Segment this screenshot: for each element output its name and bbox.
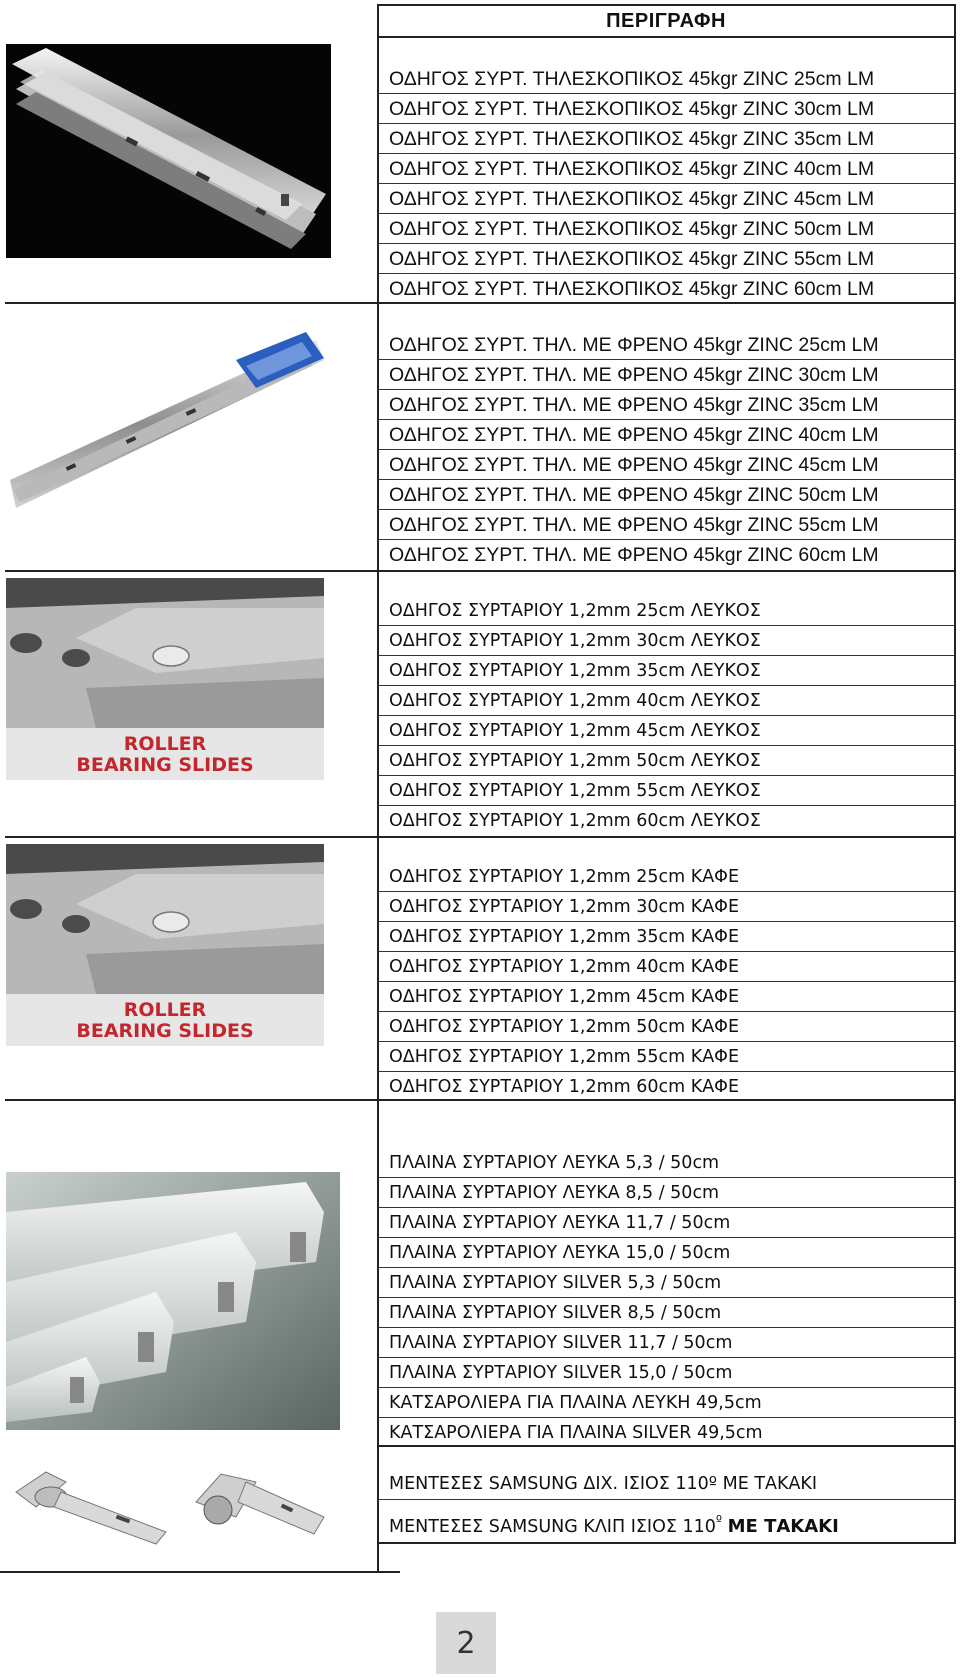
table-row: ΠΛΑΙΝΑ ΣΥΡΤΑΡΙΟΥ ΛΕΥΚΑ 8,5 / 50cm <box>378 1178 954 1208</box>
table-row: ΟΔΗΓΟΣ ΣΥΡΤΑΡΙΟΥ 1,2mm 55cm ΚΑΦΕ <box>378 1042 954 1072</box>
table-row: ΟΔΗΓΟΣ ΣΥΡΤΑΡΙΟΥ 1,2mm 35cm ΚΑΦΕ <box>378 922 954 952</box>
table-row: ΟΔΗΓΟΣ ΣΥΡΤ. ΤΗΛΕΣΚΟΠΙΚΟΣ 45kgr ZINC 50cm LM <box>378 214 954 244</box>
table-row: ΟΔΗΓΟΣ ΣΥΡΤΑΡΙΟΥ 1,2mm 50cm ΛΕΥΚΟΣ <box>378 746 954 776</box>
table-row: ΟΔΗΓΟΣ ΣΥΡΤ. ΤΗΛΕΣΚΟΠΙΚΟΣ 45kgr ZINC 30cm LM <box>378 94 954 124</box>
table-row: ΟΔΗΓΟΣ ΣΥΡΤΑΡΙΟΥ 1,2mm 40cm ΚΑΦΕ <box>378 952 954 982</box>
column-header: ΠΕΡΙΓΡΑΦΗ <box>606 9 726 32</box>
table-row: ΟΔΗΓΟΣ ΣΥΡΤΑΡΙΟΥ 1,2mm 30cm ΛΕΥΚΟΣ <box>378 626 954 656</box>
roller-slide-white-image <box>6 578 324 780</box>
table-row: ΟΔΗΓΟΣ ΣΥΡΤΑΡΙΟΥ 1,2mm 25cm ΚΑΦΕ <box>378 862 954 892</box>
hinges-graphic <box>6 1462 336 1548</box>
page-bottom-rule <box>0 1571 400 1573</box>
table-row: ΠΛΑΙΝΑ ΣΥΡΤΑΡΙΟΥ SILVER 15,0 / 50cm <box>378 1358 954 1388</box>
brake-slide-image <box>6 330 331 516</box>
group-divider-3 <box>5 836 956 838</box>
roller-label-line2: BEARING SLIDES <box>76 754 254 776</box>
hinge-2-bold: ΜΕ ΤΑΚΑΚΙ <box>727 1515 839 1537</box>
hinge-right-icon <box>196 1474 324 1534</box>
roller-label-line2: BEARING SLIDES <box>76 1020 254 1042</box>
table-row <box>378 1506 954 1538</box>
table-row: ΚΑΤΣΑΡΟΛΙΕΡΑ ΓΙΑ ΠΛΑΙΝΑ SILVER 49,5cm <box>389 1423 763 1443</box>
table-row: ΟΔΗΓΟΣ ΣΥΡΤΑΡΙΟΥ 1,2mm 60cm ΚΑΦΕ <box>389 1077 740 1097</box>
telescopic-slide-graphic <box>6 44 331 258</box>
table-row: ΟΔΗΓΟΣ ΣΥΡΤΑΡΙΟΥ 1,2mm 45cm ΛΕΥΚΟΣ <box>378 716 954 746</box>
table-row: ΟΔΗΓΟΣ ΣΥΡΤΑΡΙΟΥ 1,2mm 55cm ΛΕΥΚΟΣ <box>378 776 954 806</box>
roller-slide-brown-graphic <box>6 844 324 1046</box>
table-row: ΟΔΗΓΟΣ ΣΥΡΤ. ΤΗΛΕΣΚΟΠΙΚΟΣ 45kgr ZINC 25cm LM <box>378 64 954 94</box>
table-row: ΟΔΗΓΟΣ ΣΥΡΤ. ΤΗΛ. ΜΕ ΦΡΕΝΟ 45kgr ZINC 30cm LM <box>378 360 954 390</box>
table-row: ΟΔΗΓΟΣ ΣΥΡΤ. ΤΗΛΕΣΚΟΠΙΚΟΣ 45kgr ZINC 40cm LM <box>378 154 954 184</box>
roller-slide-white-graphic <box>6 578 324 780</box>
table-row: ΚΑΤΣΑΡΟΛΙΕΡΑ ΓΙΑ ΠΛΑΙΝΑ ΛΕΥΚΗ 49,5cm <box>378 1388 954 1418</box>
table-row: ΟΔΗΓΟΣ ΣΥΡΤ. ΤΗΛ. ΜΕ ΦΡΕΝΟ 45kgr ZINC 35cm LM <box>378 390 954 420</box>
group-divider-2 <box>5 570 956 572</box>
table-row: ΟΔΗΓΟΣ ΣΥΡΤΑΡΙΟΥ 1,2mm 50cm ΚΑΦΕ <box>378 1012 954 1042</box>
table-row: ΟΔΗΓΟΣ ΣΥΡΤ. ΤΗΛ. ΜΕ ΦΡΕΝΟ 45kgr ZINC 45cm LM <box>378 450 954 480</box>
table-row: ΠΛΑΙΝΑ ΣΥΡΤΑΡΙΟΥ ΛΕΥΚΑ 5,3 / 50cm <box>378 1148 954 1178</box>
table-row: ΟΔΗΓΟΣ ΣΥΡΤ. ΤΗΛΕΣΚΟΠΙΚΟΣ 45kgr ZINC 35cm LM <box>378 124 954 154</box>
table-row: ΟΔΗΓΟΣ ΣΥΡΤΑΡΙΟΥ 1,2mm 40cm ΛΕΥΚΟΣ <box>378 686 954 716</box>
drawer-panels-graphic <box>6 1172 340 1430</box>
hinge-left-icon <box>16 1472 166 1544</box>
table-row: ΟΔΗΓΟΣ ΣΥΡΤΑΡΙΟΥ 1,2mm 30cm ΚΑΦΕ <box>378 892 954 922</box>
drawer-panels-image <box>6 1172 340 1430</box>
table-row: ΠΛΑΙΝΑ ΣΥΡΤΑΡΙΟΥ SILVER 5,3 / 50cm <box>378 1268 954 1298</box>
hinges-image <box>6 1462 336 1548</box>
table-row: ΟΔΗΓΟΣ ΣΥΡΤ. ΤΗΛ. ΜΕ ΦΡΕΝΟ 45kgr ZINC 40cm LM <box>378 420 954 450</box>
page-number: 2 <box>436 1612 496 1674</box>
table-row: ΟΔΗΓΟΣ ΣΥΡΤΑΡΙΟΥ 1,2mm 25cm ΛΕΥΚΟΣ <box>378 596 954 626</box>
table-row: ΟΔΗΓΟΣ ΣΥΡΤ. ΤΗΛ. ΜΕ ΦΡΕΝΟ 45kgr ZINC 60cm LM <box>389 544 879 566</box>
roller-slide-brown-image <box>6 844 324 1046</box>
table-row: ΠΛΑΙΝΑ ΣΥΡΤΑΡΙΟΥ SILVER 11,7 / 50cm <box>378 1328 954 1358</box>
roller-label-line1: ROLLER <box>123 733 207 755</box>
table-row: ΜΕΝΤΕΣΕΣ SAMSUNG ΔΙΧ. ΙΣΙΟΣ 110º ΜΕ ΤΑΚΑΚΙ <box>378 1468 954 1500</box>
hinge-2-text: ΜΕΝΤΕΣΕΣ SAMSUNG ΚΛΙΠ ΙΣΙΟΣ 110 <box>389 1516 716 1537</box>
table-row: ΟΔΗΓΟΣ ΣΥΡΤΑΡΙΟΥ 1,2mm 35cm ΛΕΥΚΟΣ <box>378 656 954 686</box>
table-row: ΟΔΗΓΟΣ ΣΥΡΤ. ΤΗΛ. ΜΕ ΦΡΕΝΟ 45kgr ZINC 25cm LM <box>378 330 954 360</box>
table-row: ΠΛΑΙΝΑ ΣΥΡΤΑΡΙΟΥ ΛΕΥΚΑ 15,0 / 50cm <box>378 1238 954 1268</box>
table-row: ΟΔΗΓΟΣ ΣΥΡΤ. ΤΗΛ. ΜΕ ΦΡΕΝΟ 45kgr ZINC 50cm LM <box>378 480 954 510</box>
roller-label-line1: ROLLER <box>123 999 207 1021</box>
table-row: ΟΔΗΓΟΣ ΣΥΡΤ. ΤΗΛΕΣΚΟΠΙΚΟΣ 45kgr ZINC 55cm LM <box>378 244 954 274</box>
table-row: ΟΔΗΓΟΣ ΣΥΡΤ. ΤΗΛ. ΜΕ ΦΡΕΝΟ 45kgr ZINC 55cm LM <box>378 510 954 540</box>
telescopic-slide-image <box>6 44 331 258</box>
table-row: ΟΔΗΓΟΣ ΣΥΡΤ. ΤΗΛΕΣΚΟΠΙΚΟΣ 45kgr ZINC 45cm LM <box>378 184 954 214</box>
degree-sign: º <box>715 1514 723 1529</box>
header-divider <box>377 36 956 38</box>
table-bottom-border <box>377 1542 956 1544</box>
table-row: ΟΔΗΓΟΣ ΣΥΡΤ. ΤΗΛΕΣΚΟΠΙΚΟΣ 45kgr ZINC 60cm LM <box>389 278 875 300</box>
table-row: ΠΛΑΙΝΑ ΣΥΡΤΑΡΙΟΥ SILVER 8,5 / 50cm <box>378 1298 954 1328</box>
table-row: ΟΔΗΓΟΣ ΣΥΡΤΑΡΙΟΥ 1,2mm 45cm ΚΑΦΕ <box>378 982 954 1012</box>
table-row: ΠΛΑΙΝΑ ΣΥΡΤΑΡΙΟΥ ΛΕΥΚΑ 11,7 / 50cm <box>378 1208 954 1238</box>
table-right-border <box>954 4 956 1544</box>
brake-slide-graphic <box>6 330 331 516</box>
table-row: ΟΔΗΓΟΣ ΣΥΡΤΑΡΙΟΥ 1,2mm 60cm ΛΕΥΚΟΣ <box>389 811 761 831</box>
